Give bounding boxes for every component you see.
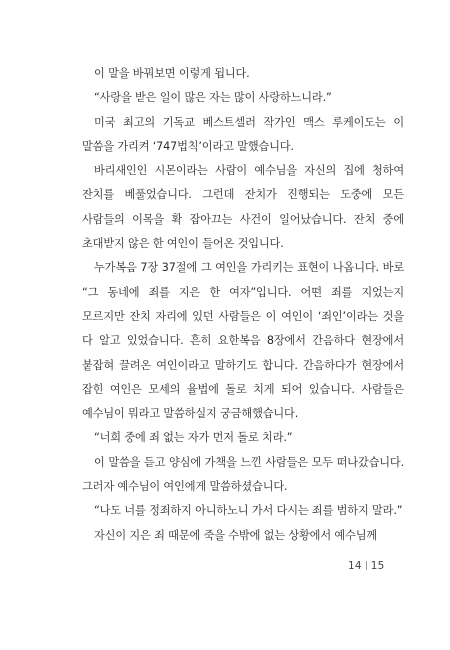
paragraph-2-quote: “사랑을 받은 일이 많은 자는 많이 사랑하느니라.” xyxy=(94,91,332,105)
right-page-number: 15 xyxy=(370,560,385,572)
body-text xyxy=(82,62,404,548)
paragraph-4: 바리새인인 시몬이라는 사람이 예수님을 자신의 집에 청하여 잔치를 베풀었습니다. 그런데 잔치가 진행되는 도중에 모든 사람들의 이목을 확 잡아끄는 사건이 일어났습니다. 잔치 중에 초대받지 않은 한 여인이 들어온 것입니다. xyxy=(82,164,404,251)
page-number-divider xyxy=(366,561,367,570)
paragraph-1: 이 말을 바꿔보면 이렇게 됩니다. xyxy=(94,67,250,80)
page-number xyxy=(348,560,385,572)
paragraph-9: 자신이 지은 죄 때문에 죽을 수밖에 없는 상황에서 예수님께 xyxy=(94,528,378,542)
left-page-number: 14 xyxy=(348,560,362,572)
paragraph-8-quote: “나도 너를 정죄하지 아니하노니 가서 다시는 죄를 범하지 말라.” xyxy=(94,504,403,518)
paragraph-7: 이 말씀을 듣고 양심에 가책을 느낀 사람들은 모두 떠나갔습니다. 그러자 예수님이 여인에게 말씀하셨습니다. xyxy=(82,455,404,494)
paragraph-6-quote: “너희 중에 죄 없는 자가 먼저 돌로 치라.” xyxy=(94,431,293,445)
paragraph-3: 미국 최고의 기독교 베스트셀러 작가인 맥스 루케이도는 이 말씀을 가리켜 ‘747법칙’이라고 말했습니다. xyxy=(82,115,404,153)
paragraph-5: 누가복음 7장 37절에 그 여인을 가리키는 표현이 나옵니다. 바로 “그 동네에 죄를 지은 한 여자”입니다. 어떤 죄를 지었는지 모르지만 잔치 자리에 있던 사람들은 이 여인이 ‘죄인’이라는 것을 다 알고 있었습니다. 흔히 요한복음 8장에서 간음하다 현장에서 붙잡혀 끌려온 여인이라고 말하기도 합니다. 간음하다가 현장에서 잡힌 여인은 모세의 율법에 돌로 치게 되어 있습니다. 사람들은 예수님이 뭐라고 말씀하실지 궁금해했습니다. xyxy=(82,261,404,421)
